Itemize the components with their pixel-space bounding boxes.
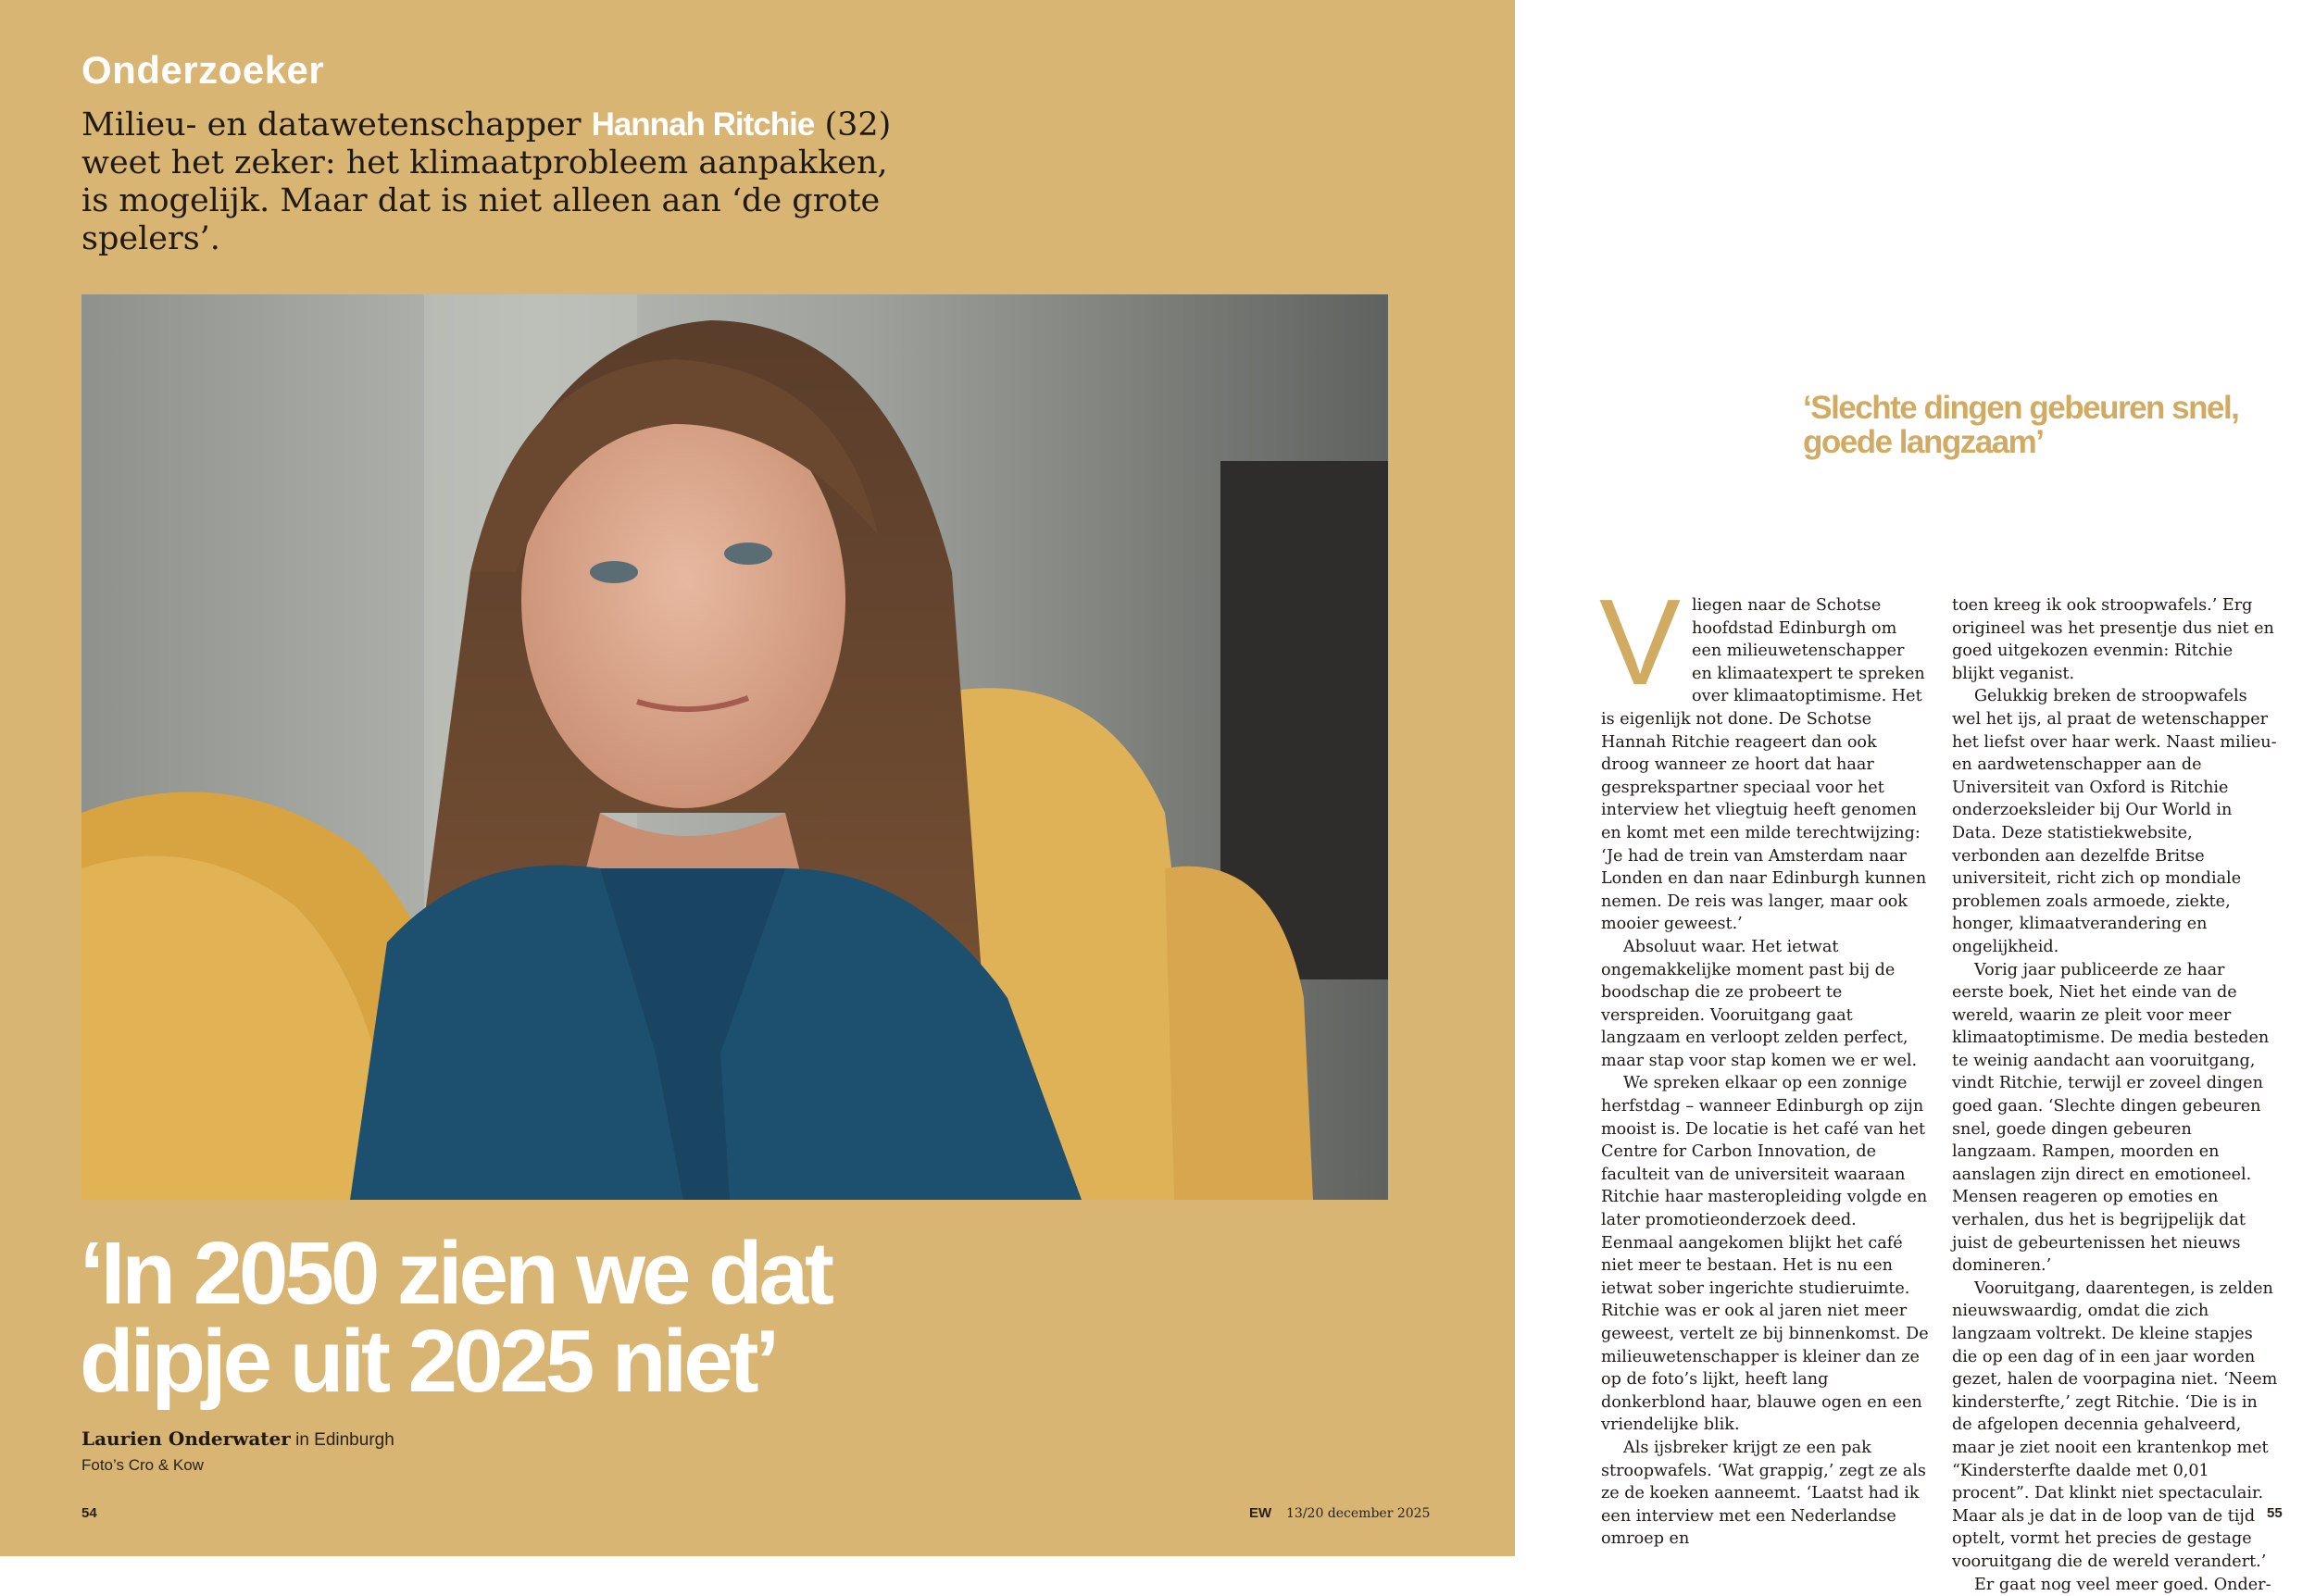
intro-before: Milieu- en datawetenschapper [81,106,592,143]
drop-cap: V [1599,574,1682,710]
page-number-right: 55 [2267,1505,2283,1521]
photo-credit: Foto’s Cro & Kow [81,1456,204,1474]
byline-location: in Edinburgh [290,1430,394,1450]
paragraph: Gelukkig breken de stroopwafels wel het ijs, al praat de wetenschapper het liefst over haar werk. Naast milieu- en aardwetenschapper aan de Universiteit van Oxford is Ritchie onderzoeksleider bij Our World in Data. Deze statistiekwebsite, verbonden aan dezelfde Britse universiteit, richt zich op mondiale problemen zoals armoede, ziekte, honger, klimaatverandering en ongelijkheid. [1952,687,2277,956]
magazine-logo: EW [1249,1505,1272,1521]
headline-line-2: dipje uit 2025 niet’ [80,1312,777,1411]
issue-date: 13/20 december 2025 [1286,1506,1431,1521]
intro-after: (32) weet het zeker: het klimaatprobleem aanpakken, is mogelijk. Maar dat is niet alleen aan ‘de grote spelers’. [81,106,892,257]
pull-quote: ‘Slechte dingen gebeuren snel, goede langzaam’ [1803,390,2239,460]
paragraph: Absoluut waar. Het ietwat ongemakkelijke moment past bij de boodschap die ze probeert te verspreiden. Vooruitgang gaat langzaam en verloopt zelden perfect, maar stap voor stap komen we er wel. [1601,937,1918,1070]
intro-text [81,106,896,258]
headline-line-1: ‘In 2050 zien we dat [80,1224,831,1323]
article-column-2 [1952,594,2280,1596]
intro-name: Hannah Ritchie [591,106,815,143]
paragraph: We spreken elkaar op een zonnige herfstdag – wanneer Edinburgh op zijn mooist is. De locatie is het café van het Centre for Carbon Innovation, de faculteit van de universiteit waaraan Ritchie haar masteropleiding volgde en later promotieonderzoek deed. Eenmaal aangekomen blijkt het café niet meer te bestaan. Het is nu een ietwat sober ingerichte studieruimte. Ritchie was er ook al jaren niet meer geweest, vertelt ze bij binnenkomst. De milieuwetenschapper is kleiner dan ze op de foto’s lijkt, heeft lang donkerblond haar, blauwe ogen en een vriendelijke blik. [1601,1074,1929,1435]
headline [80,1224,1006,1411]
paragraph: Als ijsbreker krijgt ze een pak stroopwafels. ‘Wat grappig,’ zegt ze als ze de koeken aanneemt. ‘Laatst had ik een interview met een Nederlandse omroep en [1601,1438,1926,1549]
paragraph: Vorig jaar publiceerde ze haar eerste boek, Niet het einde van de wereld, waarin ze pleit voor meer klimaatoptimisme. De media besteden te weinig aandacht aan vooruitgang, vindt Ritchie, terwijl er zoveel dingen goed gaan. ‘Slechte dingen gebeuren snel, goede dingen gebeuren langzaam. Rampen, moorden en aanslagen zijn direct en emotioneel. Mensen reageren op emoties en verhalen, dus het is begrijpelijk dat juist de gebeurtenissen het nieuws domineren.’ [1952,960,2270,1276]
byline [81,1428,394,1451]
section-kicker: Onderzoeker [81,48,325,92]
byline-author: Laurien Onderwater [81,1428,291,1450]
paragraph: Vooruitgang, daarentegen, is zelden nieuwswaardig, omdat die zich langzaam voltrekt. De kleine stapjes die op een dag of in een jaar worden gezet, halen de voorpagina niet. ‘Neem kindersterfte,’ zegt Ritchie. ‘Die is in de afgelopen decennia gehalveerd, maar je ziet nooit een krantenkop met “Kindersterfte daalde met 0,01 procent”. Dat klinkt niet spectaculair. Maar als je dat in de loop van de tijd optelt, vormt het precies de gestage vooruitgang die de wereld verandert.’ [1952,1278,2278,1571]
paragraph: toen kreeg ik ook stroopwafels.’ Erg origineel was het presentje dus niet en goed uitgekozen evenmin: Ritchie blijkt veganist. [1952,596,2274,683]
article-column-1 [1599,574,1929,1551]
paragraph: Vliegen naar de Schotse hoofdstad Edinburgh om een milieuwetenschapper en klimaatexpert te spreken over klimaatoptimisme. Het is eigenlijk not done. De Schotse Hannah Ritchie reageert dan ook droog wanneer ze hoort dat haar gesprekspartner speciaal voor het interview het vliegtuig heeft genomen en komt met een milde terechtwijzing: ‘Je had de trein van Amsterdam naar Londen en dan naar Edinburgh kunnen nemen. De reis was langer, maar ook mooier geweest.’ [1599,574,1927,934]
portrait-photo [81,294,1388,1200]
paragraph: Er gaat nog veel meer goed. Onder- [1974,1575,2271,1594]
page-number-left: 54 [81,1505,97,1521]
